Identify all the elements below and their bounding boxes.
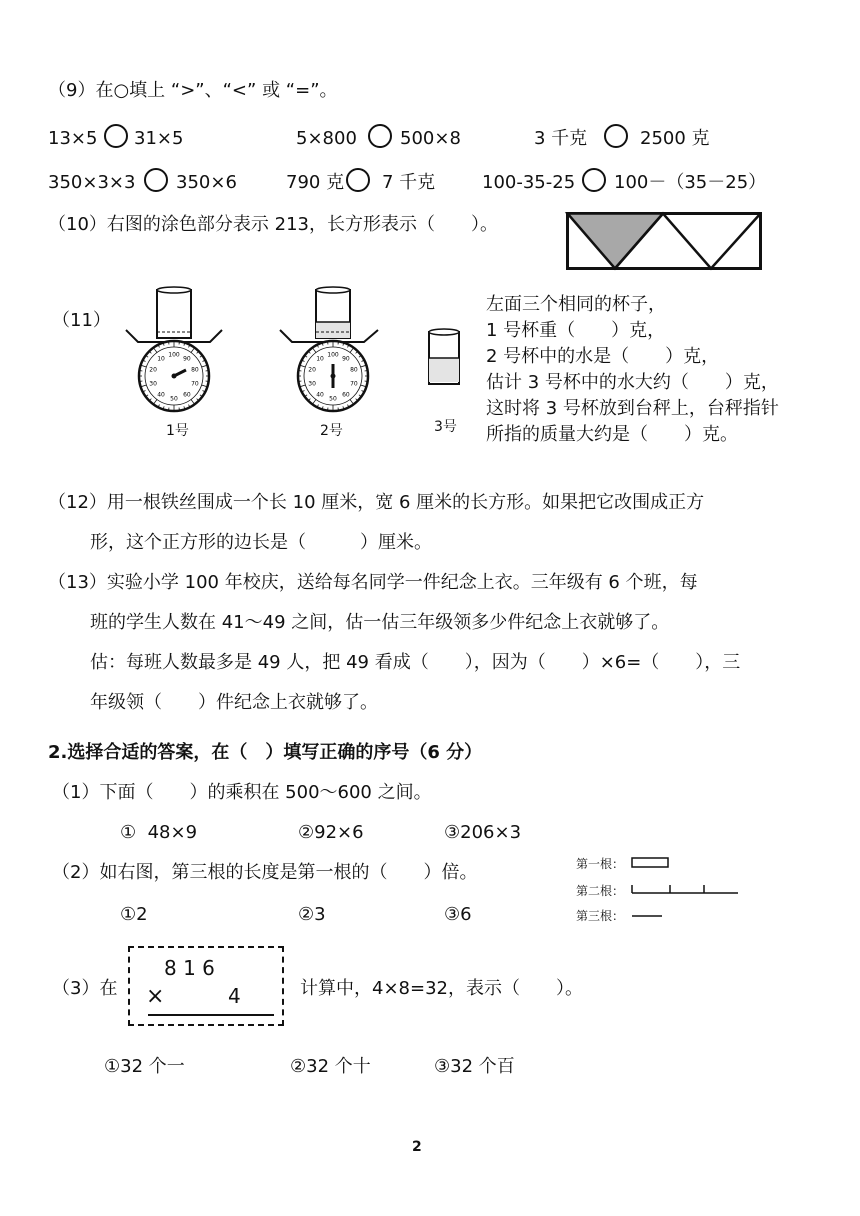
dial-number: 50 [329,395,337,403]
q9-r1c3-right: 2500 克 [640,128,710,149]
dial-number: 80 [191,366,199,374]
q13-line3: 估：每班人数最多是 49 人，把 49 看成（ ），因为（ ）×6=（ ），三 [90,652,741,673]
s2-q1-option[interactable]: ②92×6 [298,822,364,843]
s2-q2-option[interactable]: ③6 [444,904,472,925]
dial-number: 10 [157,355,165,363]
scale-1 [124,284,232,412]
top-number: 8 1 6 [164,956,215,980]
compare-circle[interactable] [582,168,606,192]
q11-line: 2 号杯中的水是（ ）克， [486,346,720,367]
s2-q3-suffix: 计算中，4×8=32，表示（ ）。 [300,978,583,999]
q9-r2c1-right: 350×6 [176,172,237,193]
result-line [148,1014,274,1016]
dial-number: 20 [149,366,157,374]
dial-number: 70 [191,380,199,388]
q12-line1: （12）用一根铁丝围成一个长 10 厘米，宽 6 厘米的长方形。如果把它改围成正方 [48,492,705,513]
s2-q1-option[interactable]: ① 48×9 [120,822,198,843]
page-number: 2 [412,1139,422,1155]
dial-number: 70 [350,380,358,388]
scale-2 [278,284,386,412]
s2-q3-option[interactable]: ①32 个一 [104,1056,185,1077]
dial-number: 20 [308,366,316,374]
cup-3 [426,328,464,388]
compare-circle[interactable] [144,168,168,192]
stick-label: 第二根： [576,884,625,898]
s2-q2-text: （2）如右图，第三根的长度是第一根的（ ）倍。 [52,862,478,883]
q9-title: （9）在○填上 “>”、“<” 或 “=”。 [48,80,338,101]
dial-number: 30 [149,380,157,388]
q11-number: （11） [52,310,111,331]
q9-r2c1-left: 350×3×3 [48,172,136,193]
q9-r1c2-left: 5×800 [296,128,357,149]
dial-number: 60 [342,391,350,399]
q9-r1c3-left: 3 千克 [534,128,588,149]
section2-title: 2.选择合适的答案，在（ ）填写正确的序号（6 分） [48,742,483,763]
dial-number: 100 [168,351,180,359]
s2-q2-option[interactable]: ②3 [298,904,326,925]
s2-q1-option[interactable]: ③206×3 [444,822,522,843]
q13-line2: 班的学生人数在 41～49 之间，估一估三年级领多少件纪念上衣就够了。 [90,612,670,633]
scale-1-label: 1号 [166,423,189,439]
s2-q2-option[interactable]: ①2 [120,904,148,925]
dial-number: 100 [327,351,339,359]
multiplier: 4 [228,984,241,1008]
q9-r1c2-right: 500×8 [400,128,461,149]
q9-r1c1-left: 13×5 [48,128,98,149]
dial-number: 40 [316,391,324,399]
q9-r2c3-left: 100-35-25 [482,172,576,193]
q11-line: 这时将 3 号杯放到台秤上，台秤指针 [486,398,779,419]
dial-number: 10 [316,355,324,363]
q9-r2c2-left: 790 克 [286,172,345,193]
dial-number: 30 [308,380,316,388]
dial-number: 90 [342,355,350,363]
dial-number: 50 [170,395,178,403]
s2-q3-option[interactable]: ②32 个十 [290,1056,371,1077]
s2-q3-prefix: （3）在 [52,978,118,999]
stick-label: 第一根： [576,857,625,871]
q10-text: （10）右图的涂色部分表示 213，长方形表示（ ）。 [48,214,498,235]
sticks-figure [630,856,742,926]
q13-line1: （13）实验小学 100 年校庆，送给每名同学一件纪念上衣。三年级有 6 个班，每 [48,572,698,593]
times-sign: × [146,984,165,1009]
rectangle-triangles-figure [566,212,762,270]
s2-q3-option[interactable]: ③32 个百 [434,1056,515,1077]
compare-circle[interactable] [604,124,628,148]
q13-line4: 年级领（ ）件纪念上衣就够了。 [90,692,378,713]
compare-circle[interactable] [346,168,370,192]
dial-number: 60 [183,391,191,399]
cup-3-label: 3号 [434,419,457,435]
q9-r2c2-right: 7 千克 [382,172,436,193]
compare-circle[interactable] [368,124,392,148]
dial-number: 80 [350,366,358,374]
dial-number: 40 [157,391,165,399]
compare-circle[interactable] [104,124,128,148]
scale-2-label: 2号 [320,423,343,439]
dial-number: 90 [183,355,191,363]
vertical-multiplication-box [128,946,284,1026]
q11-line: 估计 3 号杯中的水大约（ ）克， [486,372,779,393]
stick-label: 第三根： [576,909,625,923]
s2-q1-text: （1）下面（ ）的乘积在 500～600 之间。 [52,782,432,803]
q11-line: 左面三个相同的杯子， [486,294,666,315]
q11-line: 1 号杯重（ ）克， [486,320,666,341]
q11-line: 所指的质量大约是（ ）克。 [486,424,738,445]
q9-r2c3-right: 100－（35－25） [614,172,767,193]
q9-r1c1-right: 31×5 [134,128,184,149]
q12-line2: 形，这个正方形的边长是（ ）厘米。 [90,532,432,553]
